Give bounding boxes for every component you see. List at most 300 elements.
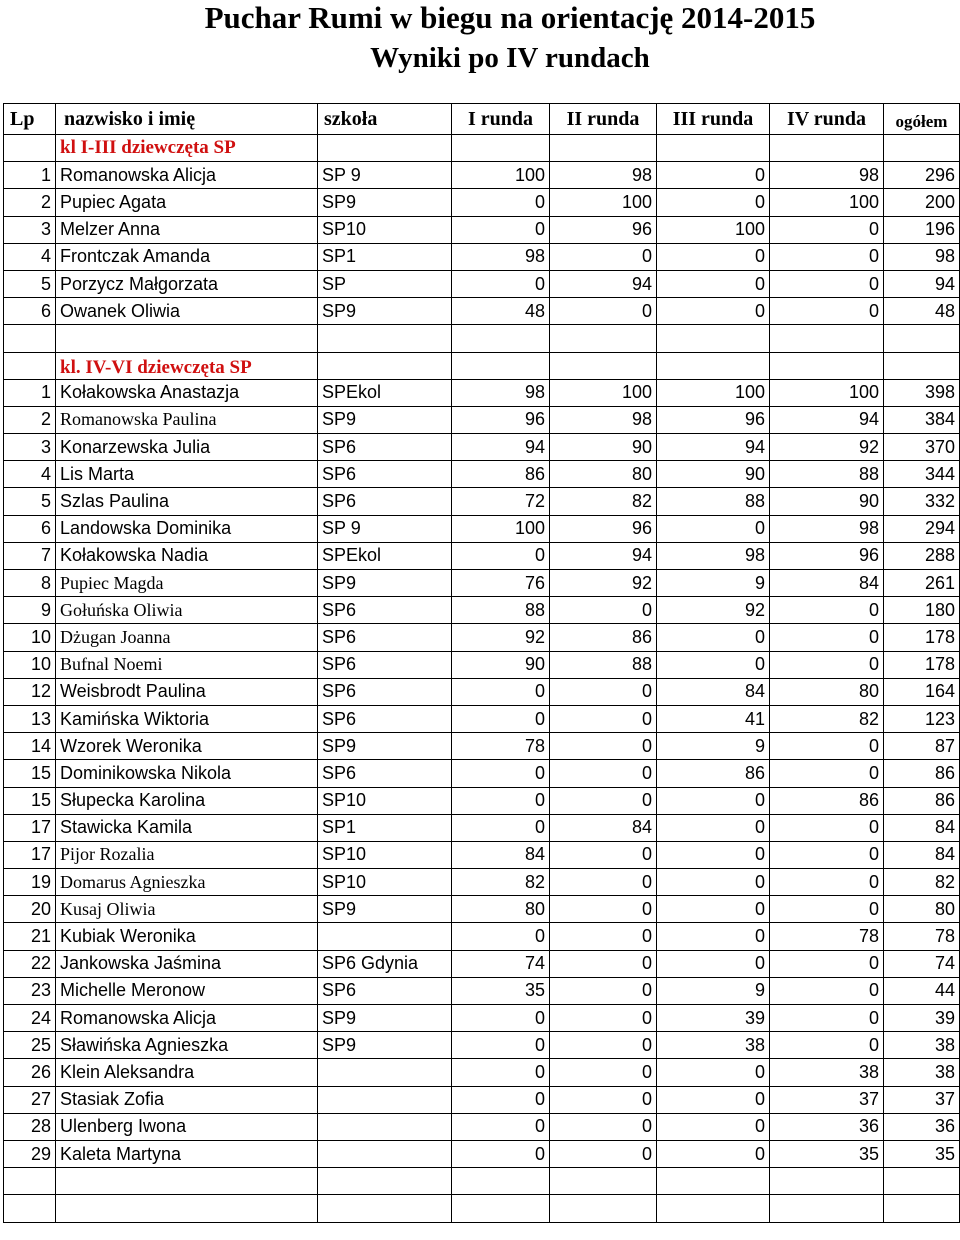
row-round-4: 0 <box>770 814 884 841</box>
table-row <box>4 678 960 705</box>
table-row <box>4 1140 960 1167</box>
table-row <box>4 270 960 297</box>
row-round-4: 0 <box>770 733 884 760</box>
row-round-1: 90 <box>452 651 550 678</box>
row-round-4: 38 <box>770 1059 884 1086</box>
row-round-3: 0 <box>657 896 770 923</box>
empty-cell <box>550 1195 657 1222</box>
table-row <box>4 1059 960 1086</box>
empty-cell <box>56 325 318 352</box>
row-school: SP9 <box>318 570 452 597</box>
row-round-2: 96 <box>550 515 657 542</box>
row-round-1: 72 <box>452 488 550 515</box>
row-round-2: 94 <box>550 542 657 569</box>
empty-cell <box>770 325 884 352</box>
row-school: SP9 <box>318 733 452 760</box>
row-name: Dżugan Joanna <box>56 624 318 651</box>
row-round-2: 98 <box>550 406 657 433</box>
row-round-1: 100 <box>452 162 550 189</box>
table-row <box>4 243 960 270</box>
row-lp: 4 <box>4 243 56 270</box>
row-round-3: 0 <box>657 515 770 542</box>
row-round-2: 0 <box>550 760 657 787</box>
table-row <box>4 760 960 787</box>
row-round-3: 0 <box>657 298 770 325</box>
row-round-3: 96 <box>657 406 770 433</box>
empty-cell <box>657 1168 770 1195</box>
row-round-3: 90 <box>657 461 770 488</box>
row-total: 196 <box>884 216 960 243</box>
row-round-1: 0 <box>452 189 550 216</box>
row-total: 261 <box>884 570 960 597</box>
row-total: 80 <box>884 896 960 923</box>
header-lp: Lp <box>4 104 56 135</box>
row-round-1: 0 <box>452 1113 550 1140</box>
row-lp: 28 <box>4 1113 56 1140</box>
row-lp: 6 <box>4 515 56 542</box>
row-round-4: 36 <box>770 1113 884 1140</box>
row-round-4: 0 <box>770 597 884 624</box>
row-school <box>318 1086 452 1113</box>
table-row <box>4 624 960 651</box>
row-round-1: 0 <box>452 814 550 841</box>
row-round-3: 92 <box>657 597 770 624</box>
row-lp: 22 <box>4 950 56 977</box>
row-round-4: 0 <box>770 216 884 243</box>
page-title: Puchar Rumi w biegu na orientację 2014-2015 <box>204 0 816 35</box>
row-school: SP9 <box>318 1032 452 1059</box>
row-round-1: 0 <box>452 678 550 705</box>
row-round-1: 0 <box>452 1032 550 1059</box>
row-school: SP9 <box>318 406 452 433</box>
empty-cell <box>884 325 960 352</box>
empty-row <box>4 325 960 352</box>
row-round-1: 0 <box>452 542 550 569</box>
section-header-row <box>4 135 960 162</box>
table-row <box>4 787 960 814</box>
row-total: 86 <box>884 760 960 787</box>
row-round-1: 88 <box>452 597 550 624</box>
row-round-2: 0 <box>550 1032 657 1059</box>
row-round-2: 88 <box>550 651 657 678</box>
row-round-2: 90 <box>550 434 657 461</box>
row-round-4: 78 <box>770 923 884 950</box>
row-round-4: 0 <box>770 270 884 297</box>
row-round-1: 82 <box>452 869 550 896</box>
table-row <box>4 814 960 841</box>
row-round-2: 0 <box>550 787 657 814</box>
empty-cell <box>318 352 452 379</box>
row-round-4: 0 <box>770 760 884 787</box>
row-total: 288 <box>884 542 960 569</box>
row-name: Szlas Paulina <box>56 488 318 515</box>
row-round-2: 0 <box>550 977 657 1004</box>
row-round-3: 0 <box>657 841 770 868</box>
row-school: SP6 <box>318 678 452 705</box>
table-row <box>4 651 960 678</box>
table-row <box>4 379 960 406</box>
row-round-2: 0 <box>550 1059 657 1086</box>
empty-cell <box>884 352 960 379</box>
row-school <box>318 923 452 950</box>
row-name: Pupiec Agata <box>56 189 318 216</box>
row-name: Kołakowska Nadia <box>56 542 318 569</box>
row-round-1: 96 <box>452 406 550 433</box>
row-round-2: 0 <box>550 950 657 977</box>
header-name: nazwisko i imię <box>56 104 318 135</box>
row-total: 344 <box>884 461 960 488</box>
row-round-4: 100 <box>770 189 884 216</box>
row-round-2: 0 <box>550 298 657 325</box>
table-row <box>4 488 960 515</box>
table-row <box>4 841 960 868</box>
header-round-4: IV runda <box>770 104 884 135</box>
row-round-1: 0 <box>452 923 550 950</box>
row-total: 78 <box>884 923 960 950</box>
table-row <box>4 950 960 977</box>
row-round-1: 35 <box>452 977 550 1004</box>
row-name: Klein Aleksandra <box>56 1059 318 1086</box>
row-name: Melzer Anna <box>56 216 318 243</box>
row-lp: 14 <box>4 733 56 760</box>
row-total: 39 <box>884 1005 960 1032</box>
table-row <box>4 189 960 216</box>
row-round-2: 0 <box>550 1113 657 1140</box>
row-school: SP6 <box>318 760 452 787</box>
row-name: Kołakowska Anastazja <box>56 379 318 406</box>
header-total: ogółem <box>884 104 960 135</box>
row-round-1: 0 <box>452 270 550 297</box>
row-round-4: 0 <box>770 977 884 1004</box>
empty-cell <box>884 1168 960 1195</box>
table-row <box>4 977 960 1004</box>
row-round-4: 90 <box>770 488 884 515</box>
table-row <box>4 896 960 923</box>
row-round-4: 0 <box>770 243 884 270</box>
empty-cell <box>884 1195 960 1222</box>
row-lp: 3 <box>4 216 56 243</box>
row-total: 164 <box>884 678 960 705</box>
row-round-1: 0 <box>452 705 550 732</box>
row-lp: 6 <box>4 298 56 325</box>
row-round-4: 0 <box>770 869 884 896</box>
row-total: 98 <box>884 243 960 270</box>
row-lp: 26 <box>4 1059 56 1086</box>
row-round-4: 100 <box>770 379 884 406</box>
empty-cell <box>452 1195 550 1222</box>
table-row <box>4 1005 960 1032</box>
empty-cell <box>318 1168 452 1195</box>
row-school: SP9 <box>318 896 452 923</box>
row-total: 48 <box>884 298 960 325</box>
row-round-2: 80 <box>550 461 657 488</box>
row-total: 38 <box>884 1032 960 1059</box>
empty-cell <box>56 1168 318 1195</box>
row-total: 36 <box>884 1113 960 1140</box>
row-school: SP6 <box>318 488 452 515</box>
row-total: 178 <box>884 651 960 678</box>
row-round-4: 37 <box>770 1086 884 1113</box>
row-round-1: 74 <box>452 950 550 977</box>
row-round-3: 0 <box>657 950 770 977</box>
row-lp: 1 <box>4 162 56 189</box>
row-name: Kamińska Wiktoria <box>56 705 318 732</box>
row-round-4: 82 <box>770 705 884 732</box>
row-name: Dominikowska Nikola <box>56 760 318 787</box>
row-school: SP 9 <box>318 515 452 542</box>
header-round-2: II runda <box>550 104 657 135</box>
row-school: SP6 Gdynia <box>318 950 452 977</box>
row-school: SP 9 <box>318 162 452 189</box>
row-name: Kaleta Martyna <box>56 1140 318 1167</box>
row-total: 38 <box>884 1059 960 1086</box>
row-school: SP9 <box>318 189 452 216</box>
table-row <box>4 597 960 624</box>
row-name: Konarzewska Julia <box>56 434 318 461</box>
row-total: 123 <box>884 705 960 732</box>
row-name: Owanek Oliwia <box>56 298 318 325</box>
table-row <box>4 515 960 542</box>
row-round-2: 0 <box>550 733 657 760</box>
table-row <box>4 733 960 760</box>
empty-cell <box>657 1195 770 1222</box>
row-round-2: 0 <box>550 1086 657 1113</box>
row-name: Kubiak Weronika <box>56 923 318 950</box>
row-school: SP1 <box>318 814 452 841</box>
empty-cell <box>452 1168 550 1195</box>
row-name: Michelle Meronow <box>56 977 318 1004</box>
empty-cell <box>318 325 452 352</box>
row-school: SP6 <box>318 624 452 651</box>
row-lp: 25 <box>4 1032 56 1059</box>
row-total: 84 <box>884 841 960 868</box>
row-round-3: 0 <box>657 787 770 814</box>
row-total: 74 <box>884 950 960 977</box>
row-school: SP6 <box>318 597 452 624</box>
row-round-1: 0 <box>452 1086 550 1113</box>
row-round-1: 0 <box>452 787 550 814</box>
row-round-2: 0 <box>550 923 657 950</box>
table-row <box>4 162 960 189</box>
row-name: Weisbrodt Paulina <box>56 678 318 705</box>
row-total: 94 <box>884 270 960 297</box>
table-row <box>4 298 960 325</box>
row-school: SPEkol <box>318 379 452 406</box>
empty-cell <box>318 1195 452 1222</box>
row-round-1: 76 <box>452 570 550 597</box>
table-row <box>4 923 960 950</box>
row-round-4: 84 <box>770 570 884 597</box>
row-lp: 15 <box>4 760 56 787</box>
row-round-4: 0 <box>770 950 884 977</box>
table-row <box>4 1032 960 1059</box>
row-total: 296 <box>884 162 960 189</box>
row-round-2: 82 <box>550 488 657 515</box>
row-round-2: 94 <box>550 270 657 297</box>
row-round-4: 0 <box>770 1032 884 1059</box>
row-school: SP6 <box>318 461 452 488</box>
row-round-3: 9 <box>657 733 770 760</box>
row-school: SP6 <box>318 434 452 461</box>
row-school: SP10 <box>318 216 452 243</box>
table-row <box>4 434 960 461</box>
row-round-2: 0 <box>550 1140 657 1167</box>
row-round-1: 0 <box>452 1059 550 1086</box>
row-round-2: 100 <box>550 379 657 406</box>
row-round-3: 0 <box>657 814 770 841</box>
empty-cell <box>4 325 56 352</box>
row-round-1: 94 <box>452 434 550 461</box>
row-lp: 12 <box>4 678 56 705</box>
row-lp: 9 <box>4 597 56 624</box>
empty-cell <box>4 1168 56 1195</box>
row-round-2: 86 <box>550 624 657 651</box>
row-name: Pijor Rozalia <box>56 841 318 868</box>
row-round-1: 98 <box>452 243 550 270</box>
row-total: 384 <box>884 406 960 433</box>
row-name: Wzorek Weronika <box>56 733 318 760</box>
row-round-4: 92 <box>770 434 884 461</box>
row-lp: 10 <box>4 624 56 651</box>
row-round-2: 0 <box>550 678 657 705</box>
row-round-3: 0 <box>657 162 770 189</box>
row-round-3: 98 <box>657 542 770 569</box>
row-total: 87 <box>884 733 960 760</box>
row-total: 200 <box>884 189 960 216</box>
row-round-2: 0 <box>550 841 657 868</box>
row-school: SP6 <box>318 705 452 732</box>
table-row <box>4 216 960 243</box>
row-school <box>318 1140 452 1167</box>
row-school: SP9 <box>318 298 452 325</box>
row-lp: 21 <box>4 923 56 950</box>
row-round-4: 0 <box>770 624 884 651</box>
row-lp: 1 <box>4 379 56 406</box>
row-school: SP9 <box>318 1005 452 1032</box>
empty-cell <box>452 325 550 352</box>
row-total: 294 <box>884 515 960 542</box>
empty-cell <box>452 352 550 379</box>
row-lp: 17 <box>4 814 56 841</box>
row-school: SP10 <box>318 869 452 896</box>
row-lp: 2 <box>4 406 56 433</box>
row-total: 178 <box>884 624 960 651</box>
row-round-4: 86 <box>770 787 884 814</box>
row-name: Romanowska Alicja <box>56 162 318 189</box>
row-lp: 2 <box>4 189 56 216</box>
empty-cell <box>550 325 657 352</box>
row-name: Ulenberg Iwona <box>56 1113 318 1140</box>
row-round-4: 88 <box>770 461 884 488</box>
row-round-3: 0 <box>657 270 770 297</box>
row-lp: 23 <box>4 977 56 1004</box>
row-round-3: 0 <box>657 624 770 651</box>
row-round-2: 84 <box>550 814 657 841</box>
empty-cell <box>550 1168 657 1195</box>
row-round-3: 41 <box>657 705 770 732</box>
row-name: Bufnal Noemi <box>56 651 318 678</box>
row-lp: 19 <box>4 869 56 896</box>
row-total: 82 <box>884 869 960 896</box>
row-round-1: 98 <box>452 379 550 406</box>
row-round-3: 39 <box>657 1005 770 1032</box>
row-total: 37 <box>884 1086 960 1113</box>
row-round-3: 100 <box>657 216 770 243</box>
row-name: Kusaj Oliwia <box>56 896 318 923</box>
row-round-3: 0 <box>657 1059 770 1086</box>
row-round-4: 0 <box>770 896 884 923</box>
row-round-3: 9 <box>657 977 770 1004</box>
row-round-4: 96 <box>770 542 884 569</box>
row-round-1: 48 <box>452 298 550 325</box>
empty-cell <box>770 1195 884 1222</box>
row-round-2: 0 <box>550 705 657 732</box>
row-lp: 27 <box>4 1086 56 1113</box>
row-round-4: 35 <box>770 1140 884 1167</box>
row-round-2: 0 <box>550 869 657 896</box>
row-total: 398 <box>884 379 960 406</box>
results-table <box>3 103 960 1223</box>
empty-cell <box>550 352 657 379</box>
empty-cell <box>56 1195 318 1222</box>
header-round-1: I runda <box>452 104 550 135</box>
row-lp: 10 <box>4 651 56 678</box>
row-lp: 5 <box>4 270 56 297</box>
row-name: Sławińska Agnieszka <box>56 1032 318 1059</box>
header-round-3: III runda <box>657 104 770 135</box>
table-row <box>4 461 960 488</box>
row-round-2: 100 <box>550 189 657 216</box>
row-lp: 5 <box>4 488 56 515</box>
row-lp: 20 <box>4 896 56 923</box>
row-round-3: 0 <box>657 1086 770 1113</box>
row-round-4: 0 <box>770 841 884 868</box>
row-round-2: 0 <box>550 896 657 923</box>
row-round-3: 100 <box>657 379 770 406</box>
row-round-1: 80 <box>452 896 550 923</box>
row-school <box>318 1113 452 1140</box>
row-school <box>318 1059 452 1086</box>
empty-cell <box>4 1195 56 1222</box>
row-name: Słupecka Karolina <box>56 787 318 814</box>
row-round-3: 0 <box>657 243 770 270</box>
row-name: Landowska Dominika <box>56 515 318 542</box>
empty-row <box>4 1168 960 1195</box>
row-name: Frontczak Amanda <box>56 243 318 270</box>
row-round-4: 98 <box>770 515 884 542</box>
table-row <box>4 705 960 732</box>
row-school: SPEkol <box>318 542 452 569</box>
row-school: SP1 <box>318 243 452 270</box>
row-total: 370 <box>884 434 960 461</box>
row-lp: 8 <box>4 570 56 597</box>
row-name: Gołuńska Oliwia <box>56 597 318 624</box>
table-row <box>4 869 960 896</box>
row-name: Pupiec Magda <box>56 570 318 597</box>
table-row <box>4 570 960 597</box>
row-school: SP6 <box>318 651 452 678</box>
row-round-1: 84 <box>452 841 550 868</box>
row-name: Domarus Agnieszka <box>56 869 318 896</box>
row-name: Lis Marta <box>56 461 318 488</box>
row-round-4: 0 <box>770 651 884 678</box>
section-label: kl. IV-VI dziewczęta SP <box>56 352 318 379</box>
table-row <box>4 406 960 433</box>
row-total: 332 <box>884 488 960 515</box>
row-round-1: 0 <box>452 216 550 243</box>
row-round-3: 0 <box>657 651 770 678</box>
row-round-3: 0 <box>657 189 770 216</box>
